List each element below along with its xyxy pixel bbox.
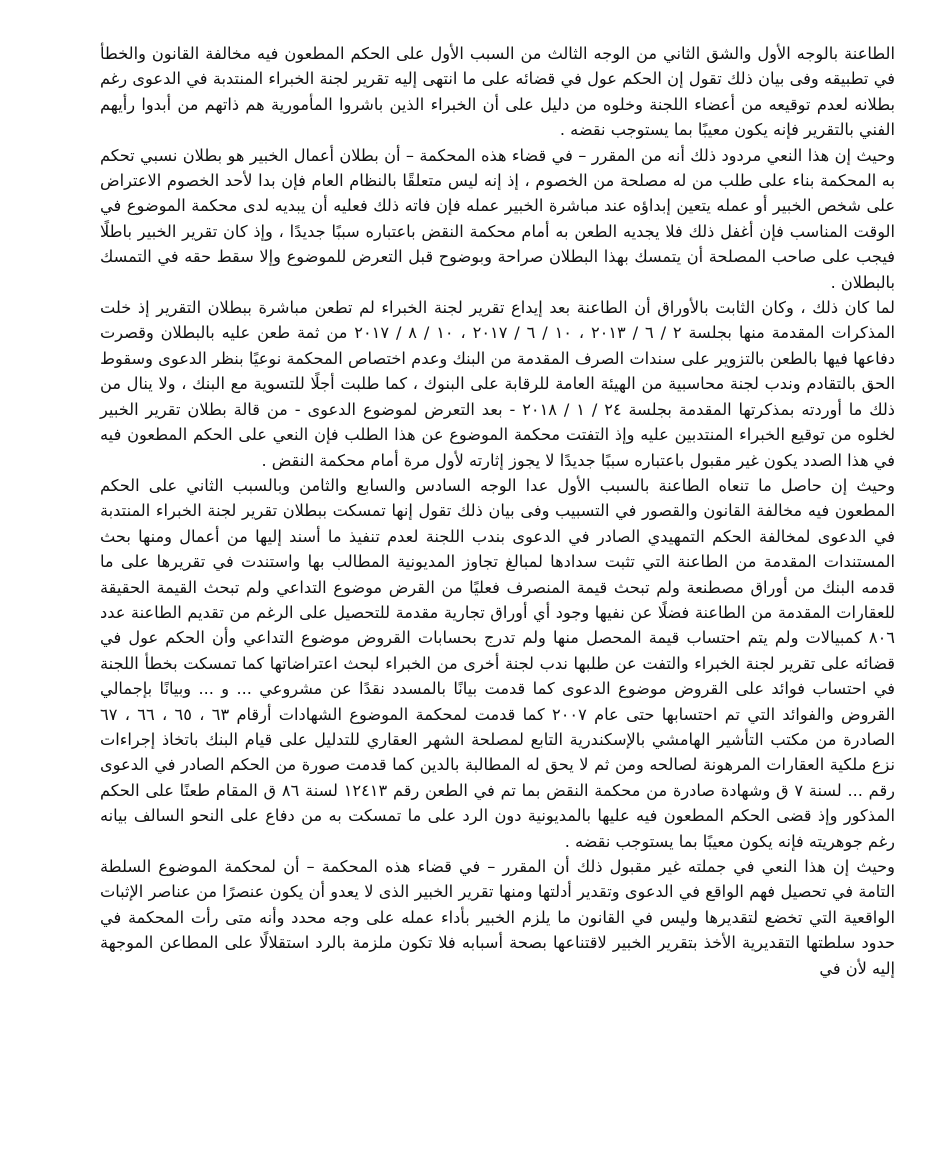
paragraph-3: لما كان ذلك ، وكان الثابت بالأوراق أن الطاعنة بعد إيداع تقرير لجنة الخبراء لم تطعن مباشرة ببطلان التقرير إذ خلت المذكرات المقدمة منها بجلسة ٢ / ٦ / ٢٠١٣ ، ١٠ / ٦ / ٢٠١٧ ، ١٠ / ٨ / ٢٠١٧ من ثمة طعن عليه بالبطلان وقصرت دفاعها فيها بالطعن بالتزوير على سندات الصرف المقدمة من البنك وعدم اختصاص المحكمة نوعيًا بنظر الدعوى وسقوط الحق بالتقادم وندب لجنة محاسبية من الهيئة العامة للرقابة على البنوك ، كما طلبت أجلًا للتسوية مع البنك ، ولا ينال من ذلك ما أوردته بمذكرتها المقدمة بجلسة ٢٤ / ١ / ٢٠١٨ - بعد التعرض لموضوع الدعوى - من قالة بطلان تقرير الخبير لخلوه من توقيع الخبراء المنتدبين عليه وإذ التفتت محكمة الموضوع عن هذا الطلب فإن النعي على الحكم المطعون فيه في هذا الصدد يكون غير مقبول باعتباره سببًا جديدًا لا يجوز إثارته لأول مرة أمام محكمة النقض . [100, 298, 896, 470]
document-page [100, 41, 895, 981]
paragraph-5: وحيث إن هذا النعي في جملته غير مقبول ذلك أن المقرر – في قضاء هذه المحكمة – أن لمحكمة الموضوع السلطة التامة في تحصيل فهم الواقع في الدعوى وتقدير أدلتها ومنها تقرير الخبير الذى لا يعدو أن يكون عنصرًا من عناصر الإثبات الواقعية التي تخضع لتقديرها وليس في القانون ما يلزم الخبير بأداء عمله على وجه محدد وأنه متى رأت المحكمة في حدود سلطتها التقديرية الأخذ بتقرير الخبير لاقتناعها بصحة أسبابه فلا تكون ملزمة بالرد استقلالًا على المطاعن الموجهة إليه لأن في [100, 857, 895, 978]
paragraph-2: وحيث إن هذا النعي مردود ذلك أنه من المقرر – في قضاء هذه المحكمة – أن بطلان أعمال الخبير هو بطلان نسبي تحكم به المحكمة بناء على طلب من له مصلحة من الخصوم ، إذ إنه ليس متعلقًا بالنظام العام فإن بدا لأحد الخصوم الاعتراض على شخص الخبير أو عمله يتعين إبداؤه عند مباشرة الخبير عمله فإن فاته ذلك فعليه أن يبديه لدى محكمة الموضوع في الوقت المناسب فإن أغفل ذلك فلا يجديه الطعن به أمام محكمة النقض باعتباره سببًا جديدًا ، وإذ كان تقرير الخبير باطلًا فيجب على صاحب المصلحة أن يتمسك بهذا البطلان صراحة وبوضوح قبل التعرض للموضوع وإلا سقط حقه في التمسك بالبطلان . [100, 145, 895, 292]
paragraph-1: الطاعنة بالوجه الأول والشق الثاني من الوجه الثالث من السبب الأول على الحكم المطعون فيه مخالفة القانون والخطأ في تطبيقه وفى بيان ذلك تقول إن الحكم عول في قضائه على ما انتهى إليه تقرير لجنة الخبراء المنتدبة في الدعوى رغم بطلانه لعدم توقيعه من أعضاء اللجنة وخلوه من دليل على أن الخبراء الذين باشروا المأمورية هم ذاتهم من أبدوا رأيهم الفني بالتقرير فإنه يكون معيبًا بما يستوجب نقضه . [100, 44, 895, 140]
paragraph-4: وحيث إن حاصل ما تنعاه الطاعنة بالسبب الأول عدا الوجه السادس والسابع والثامن وبالسبب الثاني على الحكم المطعون فيه مخالفة القانون والقصور في التسبيب وفى بيان ذلك تقول إنها تمسكت ببطلان تقرير لجنة الخبراء المنتدبة في الدعوى لمخالفة الحكم التمهيدي الصادر في الدعوى بندب اللجنة لعدم تنفيذ ما أسند إليها من أعمال ومنها بحث المستندات المقدمة من الطاعنة التي تثبت سدادها لمبالغ تجاوز المديونية المطالب بها واستندت في تقريرها على ما قدمه البنك من أوراق مصطنعة ولم تبحث قيمة المنصرف فعليًا من القرض موضوع التداعي ولم تبحث القيمة الحقيقة للعقارات المقدمة من الطاعنة فضلًا عن نفيها وجود أي أوراق تجارية مقدمة للتحصيل على الرغم من تقديم الطاعنة عدد ٨٠٦ كمبيالات ولم يتم احتساب قيمة المحصل منها ولم تدرج بحسابات القروض موضوع التداعي وأن الحكم عول في قضائه على تقرير لجنة الخبراء والتفت عن طلبها ندب لجنة أخرى من الخبراء لبحث اعتراضاتها كما تمسكت بخطأ اللجنة في احتساب فوائد على القروض موضوع الدعوى كما قدمت بيانًا بالمسدد نقدًا عن مشروعي ... و ... وبيانًا بإجمالي القروض والفوائد التي تم احتسابها حتى عام ٢٠٠٧ كما قدمت لمحكمة الموضوع الشهادات أرقام ٦٣ ، ٦٥ ، ٦٦ ، ٦٧ الصادرة من مكتب التأشير الهامشي بالإسكندرية التابع لمصلحة الشهر العقاري للتدليل على قيام البنك باتخاذ إجراءات نزع ملكية العقارات المرهونة لصالحه ومن ثم لا يحق له المطالبة بالدين كما قدمت صورة من الحكم الصادر في الدعوى رقم ... لسنة ٧ ق وشهادة صادرة من محكمة النقض بما تم في الطعن رقم ١٢٤١٣ لسنة ٨٦ ق المقام طعنًا على الحكم المذكور وإذ قضى الحكم المطعون فيه عليها بالمديونية دون الرد على ما تمسكت به من دفاع على النحو السالف بيانه رغم جوهريته فإنه يكون معيبًا بما يستوجب نقضه . [100, 475, 896, 851]
